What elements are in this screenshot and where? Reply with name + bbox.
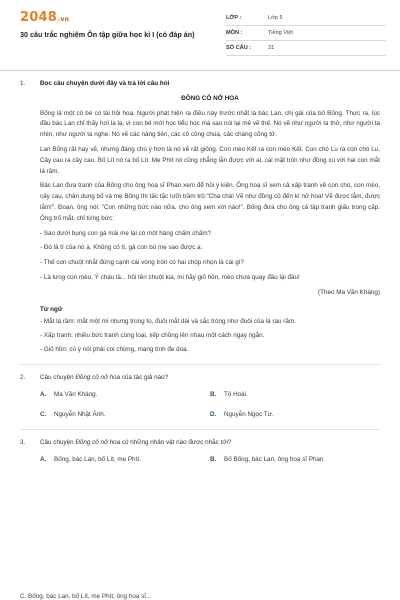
story-name: Đồng cỏ nở hoa — [75, 373, 121, 381]
option-a[interactable] — [40, 455, 210, 466]
story-name: Đồng cỏ nở hoa — [75, 439, 121, 447]
meta-value: 31 — [268, 45, 275, 51]
story-credit: (Theo Ma Văn Kháng) — [318, 288, 380, 296]
vocab-item: - Xấp tranh: nhiều bức tranh cùng loại, xếp chồng lên nhau một cách ngay ngắn. — [40, 332, 265, 340]
meta-value: Lớp 5 — [268, 15, 283, 21]
dialogue-line: - Là lưng con mèo. Ý cháu là... hôi tên chuột kia, mi hãy giỏ hồn, mèo chưa quay đầu lại đâu! — [40, 273, 300, 281]
option-text: Nguyễn Nhật Ánh. — [54, 411, 106, 419]
logo-main: 2048 — [20, 10, 57, 25]
option-letter: B. — [210, 390, 217, 398]
dialogue-line: - Sao dưới bụng con gà mái mẹ lại có một hàng chấm chấm? — [40, 229, 212, 237]
logo-suffix: .vn — [57, 16, 70, 23]
story-title: ĐỒNG CỎ NỞ HOA — [181, 94, 239, 102]
meta-key: LỚP : — [226, 15, 242, 21]
dialogue-line: - Đó là tí của nó ạ. Không có tí, gà con bú mẹ sao được ạ. — [40, 244, 203, 252]
meta-row-subject — [226, 26, 386, 41]
document-body — [20, 79, 380, 466]
question-2 — [20, 373, 380, 421]
option-d[interactable] — [210, 410, 380, 421]
cut-off-option[interactable]: C. Bống, bác Lan, bố Lít, mẹ Phít, ông hoạ sĩ... — [20, 593, 152, 600]
option-c[interactable] — [40, 410, 210, 421]
option-a[interactable] — [40, 390, 210, 401]
option-letter: D. — [210, 411, 217, 419]
page-header — [0, 0, 400, 68]
story-paragraph: Lan Bống rất hay vẽ, nhưng đáng chú ý hơn là nó vẽ rất giống. Con mèo Kết ra con mèo Kết. Con chó Lu ra con chó Lu. Cây cau ra cây cau. Bố Lít nó ra bố Lít. Mẹ Phít nó cũng chẳng lẫn được với ai, cái mặt tròn như đồng xu với hai con mắt lá răm. — [40, 145, 380, 175]
question-number: 1. — [20, 80, 26, 87]
question-text-part: Câu chuyện — [40, 439, 76, 447]
header-divider — [0, 70, 400, 71]
story-paragraph: Bống là một cô bé có tài hội hoạ. Người phát hiện ra điều này trước nhất là bác Lan, chị gái của bố Bống. Thực ra, lúc đầu bác Lan chỉ thấy hơi lạ lạ, vì con bé mới học tiểu học mà sao nói lại mê vẽ thế. Nó vẽ như người ta thở, như người ta nhìn, như người ta nghe. Nó vẽ các nàng tiên, các cô công chúa, các chàng công tử. — [40, 109, 380, 139]
option-text: Bống, bác Lan, bố Lít, mẹ Phít. — [54, 455, 141, 463]
meta-key: SỐ CÂU : — [226, 45, 252, 51]
option-text: Ma Văn Kháng. — [54, 390, 98, 398]
question-divider — [20, 429, 380, 430]
meta-row-grade — [226, 11, 386, 26]
question-number: 3. — [20, 439, 26, 447]
answer-options — [40, 455, 380, 466]
meta-row-count — [226, 41, 386, 56]
story-paragraph: Bác Lan đưa tranh của Bống cho ông hoạ sĩ Phan xem để hỏi ý kiến. Ông hoạ sĩ xem cả xấp tranh vẽ con chó, con mèo, cây cau, chân dung bố và mẹ Bống thì tấc tặc lưỡi trầm trồ:"Chà chà! Vẽ như đồng cỏ đến kì nở hoa! Vẽ được lắm, được lắm!". Đoạn, ông nói: "Con những bức nào nữa, cho ông xem với nào!". Bống đưa cho ông cả tập tranh giấu trong cặp. Ông trố mắt, chỉ từng bức: — [40, 182, 380, 222]
meta-value: Tiếng Việt — [268, 30, 293, 36]
option-letter: A. — [40, 390, 47, 398]
option-text: Tô Hoài. — [224, 390, 248, 398]
question-text — [40, 438, 380, 449]
dialogue-line: - Thế con chuột nhắt đứng cạnh cái vòng tròn có hai chóp nhọn là cái gì? — [40, 259, 244, 267]
question-prompt: Đọc câu chuyện dưới đây và trả lời câu hỏi — [40, 80, 170, 87]
vocab-heading: Từ ngữ — [40, 305, 63, 313]
question-text-part: của tác giả nào? — [120, 373, 169, 381]
meta-key: MÔN : — [226, 30, 243, 36]
question-number: 2. — [20, 373, 26, 381]
option-letter: C. — [40, 411, 47, 419]
answer-options — [40, 390, 380, 422]
vocab-item: - Mắt lá răm: mắt một mí nhưng trong to, đuôi mắt dài và sắc tròng như đuôi của lá rau răm. — [40, 318, 296, 326]
option-b[interactable] — [210, 455, 380, 466]
question-text — [40, 373, 380, 384]
option-letter: B. — [210, 455, 217, 463]
option-text: Nguyễn Ngọc Tư. — [224, 411, 274, 419]
question-divider — [20, 364, 380, 365]
option-letter: A. — [40, 455, 47, 463]
document-title: 30 câu trắc nghiệm Ôn tập giữa học kì I (có đáp án) — [20, 30, 195, 39]
question-text-part: Câu chuyện — [40, 373, 76, 381]
question-1 — [20, 79, 380, 356]
site-logo[interactable] — [20, 10, 69, 25]
option-b[interactable] — [210, 390, 380, 401]
question-text-part: có những nhân vật nào được nhắc tới? — [120, 439, 232, 447]
option-text: Bố Bống, bác Lan, ông hoạ sĩ Phan. — [224, 455, 326, 463]
vocab-item: - Giỏ hồn: có ý nói phải coi chừng, mang tính đe doạ. — [40, 345, 189, 353]
question-3 — [20, 438, 380, 466]
meta-table — [226, 11, 386, 56]
